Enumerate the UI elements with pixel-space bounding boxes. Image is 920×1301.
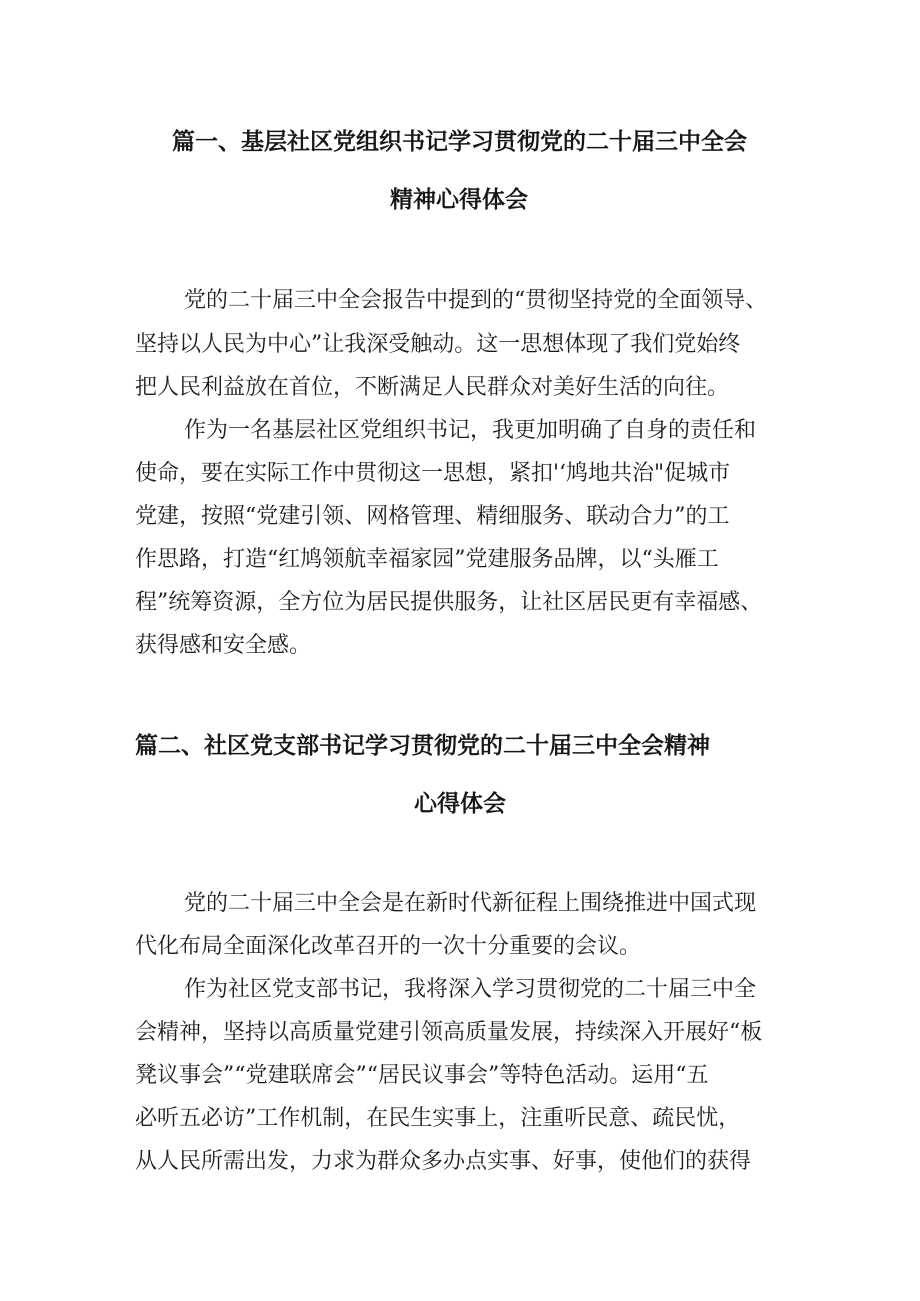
section2-line-2: 代化布局全面深化改革召开的一次十分重要的会议。 [135, 934, 642, 959]
section1-line-7: 作思路，打造“红鸠领航幸福家园”党建服务品牌，以“头雁工 [135, 547, 719, 572]
section1-line-3: 把人民利益放在首位，不断满足人民群众对美好生活的向往。 [135, 375, 730, 400]
section2-title-line1: 篇二、社区党支部书记学习贯彻党的二十届三中全会精神 [135, 733, 710, 759]
section1-title-line1: 篇一、基层社区党组织书记学习贯彻党的二十届三中全会 [172, 129, 747, 155]
section1-line-1: 党的二十届三中全会报告中提到的“贯彻坚持党的全面领导、 [184, 288, 768, 313]
section2-title-line2: 心得体会 [414, 791, 506, 817]
section1-line-5: 使命，要在实际工作中贯彻这一思想，紧扣'‘鸠地共治"促城市 [135, 461, 731, 486]
section1-line-8: 程”统筹资源，全方位为居民提供服务，让社区居民更有幸福感、 [135, 590, 763, 615]
section1-line-6: 党建，按照“党建引领、网格管理、精细服务、联动合力”的工 [135, 504, 730, 529]
section2-line-5: 凳议事会”“党建联席会”“居民议事会”等特色活动。运用“五 [135, 1063, 709, 1088]
section2-line-1: 党的二十届三中全会是在新时代新征程上围绕推进中国式现 [184, 891, 757, 916]
section1-line-2: 坚持以人民为中心”让我深受触动。这一思想体现了我们党始终 [135, 332, 741, 357]
section1-line-4: 作为一名基层社区党组织书记，我更加明确了自身的责任和 [184, 418, 757, 443]
section2-line-4: 会精神，坚持以高质量党建引领高质量发展，持续深入开展好“板 [135, 1020, 763, 1045]
section2-line-7: 从人民所需出发，力求为群众多办点实事、好事，使他们的获得 [135, 1149, 752, 1174]
section1-line-9: 获得感和安全感。 [135, 633, 312, 658]
section2-line-6: 必听五必访”工作机制，在民生实事上，注重听民意、疏民忧， [135, 1106, 741, 1131]
section2-line-3: 作为社区党支部书记，我将深入学习贯彻党的二十届三中全 [184, 977, 757, 1002]
section1-title-line2: 精神心得体会 [390, 187, 528, 213]
